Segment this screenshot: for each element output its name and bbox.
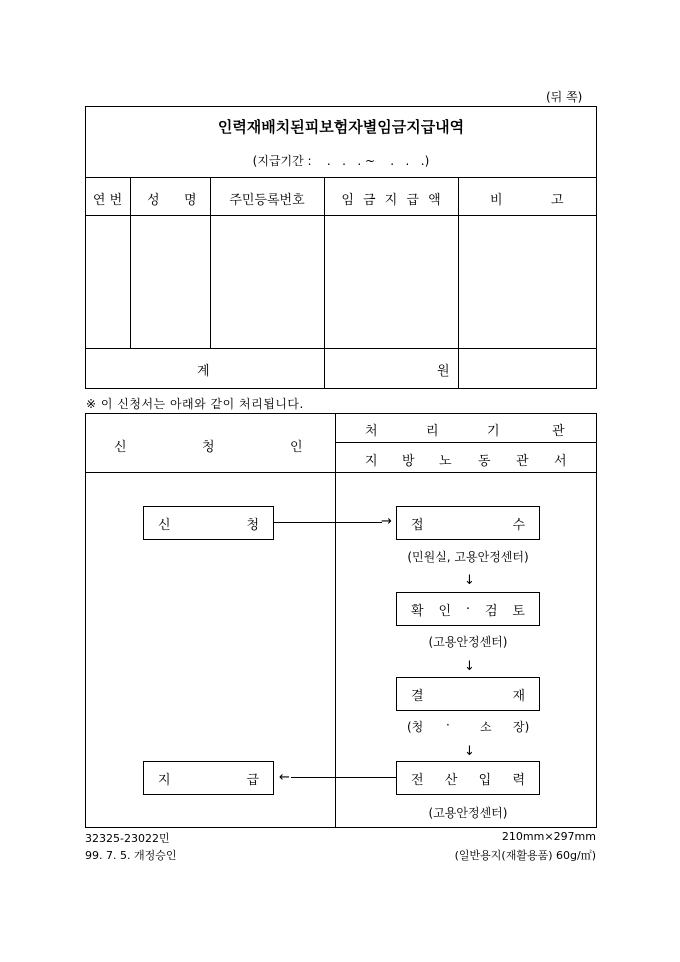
receive-note: (민원실, 고용안정센터) xyxy=(407,550,529,564)
connector-line xyxy=(274,522,382,523)
table-line xyxy=(85,177,597,178)
table-line xyxy=(85,215,597,216)
arrow-left-icon: ← xyxy=(279,770,290,785)
table-line xyxy=(458,177,459,389)
arrow-down-icon: ↓ xyxy=(464,659,475,674)
form-code: 32325-23022민 xyxy=(85,832,170,845)
col-header-no: 연 번 xyxy=(92,193,123,208)
decide-box: 결 재 xyxy=(396,677,540,711)
wage-table xyxy=(85,106,597,389)
approval-date: 99. 7. 5. 개정승인 xyxy=(85,849,177,862)
process-divider xyxy=(335,413,336,828)
input-box: 전 산 입 력 xyxy=(396,761,540,795)
review-box: 확 인 · 검 토 xyxy=(396,592,540,626)
receive-box: 접 수 xyxy=(396,506,540,540)
process-line xyxy=(85,472,597,473)
table-line xyxy=(85,348,597,349)
pay-box: 지 급 xyxy=(143,761,274,795)
payment-period: (지급기간 : . . . ~ . . .) xyxy=(252,154,430,168)
paper-spec: (일반용지(재활용품) 60g/㎡) xyxy=(454,849,596,862)
connector-line xyxy=(291,777,396,778)
apply-box: 신 청 xyxy=(143,506,274,540)
table-line xyxy=(324,177,325,389)
form-title: 인력재배치된피보험자별임금지급내역 xyxy=(217,118,465,136)
col-header-rrn: 주민등록번호 xyxy=(229,193,305,208)
arrow-down-icon: ↓ xyxy=(464,744,475,759)
table-line xyxy=(130,177,131,348)
input-note: (고용안정센터) xyxy=(428,806,508,820)
process-line xyxy=(335,442,597,443)
arrow-right-icon: → xyxy=(381,514,392,529)
won-label: 원 xyxy=(437,364,450,379)
processing-notice: ※ 이 신청서는 아래와 같이 처리됩니다. xyxy=(86,397,304,411)
paper-size: 210mm×297mm xyxy=(501,830,596,843)
total-label: 계 xyxy=(197,364,210,379)
review-note: (고용안정센터) xyxy=(428,635,508,649)
col-header-wage: 임 금 지 급 액 xyxy=(341,193,441,208)
arrow-down-icon: ↓ xyxy=(464,573,475,588)
back-side-label: (뒤 쪽) xyxy=(546,90,583,104)
